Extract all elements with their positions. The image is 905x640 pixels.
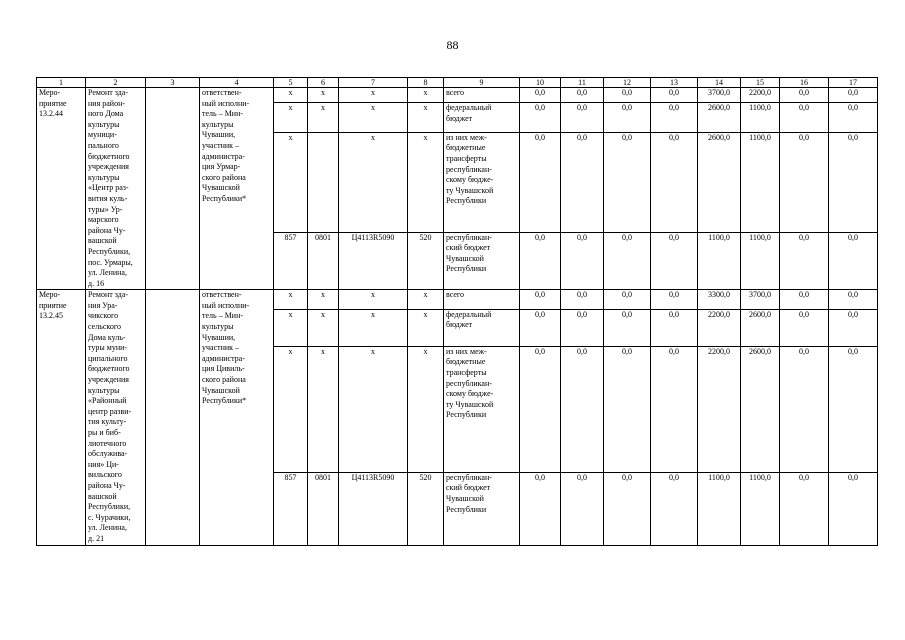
column-header-7: 7 xyxy=(339,78,408,88)
grbs-cell: х xyxy=(274,290,308,309)
funding-source-cell: республикан- ский бюджет Чувашской Республики xyxy=(444,472,520,545)
column-header-9: 9 xyxy=(444,78,520,88)
value-cell: 1100,0 xyxy=(698,472,741,545)
expense-group-cell: 520 xyxy=(408,232,444,290)
value-cell: 1100,0 xyxy=(741,132,780,232)
section-cell xyxy=(308,132,339,232)
value-cell: 0,0 xyxy=(829,290,878,309)
section-cell: х xyxy=(308,290,339,309)
value-cell: 2600,0 xyxy=(698,132,741,232)
value-cell: 0,0 xyxy=(604,232,651,290)
column-header-10: 10 xyxy=(520,78,561,88)
target-article-cell: х xyxy=(339,103,408,132)
funding-source-cell: из них меж- бюджетные трансферты республикан- скому бюдже- ту Чувашской Республики xyxy=(444,132,520,232)
value-cell: 0,0 xyxy=(780,232,829,290)
value-cell: 2600,0 xyxy=(698,103,741,132)
value-cell: 0,0 xyxy=(604,472,651,545)
column-header-14: 14 xyxy=(698,78,741,88)
value-cell: 0,0 xyxy=(829,472,878,545)
value-cell: 0,0 xyxy=(604,103,651,132)
target-article-cell: х xyxy=(339,346,408,472)
object-cell: Ремонт зда- ния район- ного Дома культуры муници- пального бюджетного учреждения культуры «Центр раз- вития куль- туры» Ур- марского района Чу- вашской Республики, пос. Урмары, ул. Ленина, д. 16 xyxy=(86,88,146,290)
value-cell: 0,0 xyxy=(829,309,878,346)
value-cell: 0,0 xyxy=(604,88,651,103)
value-cell: 0,0 xyxy=(780,103,829,132)
value-cell: 0,0 xyxy=(604,290,651,309)
value-cell: 0,0 xyxy=(829,88,878,103)
value-cell: 0,0 xyxy=(561,132,604,232)
target-article-cell: х xyxy=(339,309,408,346)
funding-source-cell: республикан- ский бюджет Чувашской Республики xyxy=(444,232,520,290)
value-cell: 2200,0 xyxy=(698,346,741,472)
value-cell: 0,0 xyxy=(651,290,698,309)
value-cell: 0,0 xyxy=(829,132,878,232)
expense-group-cell: х xyxy=(408,290,444,309)
measure-cell: Меро- приятие 13.2.44 xyxy=(37,88,86,290)
target-article-cell: х xyxy=(339,88,408,103)
value-cell: 0,0 xyxy=(651,309,698,346)
value-cell: 0,0 xyxy=(780,88,829,103)
expense-group-cell: 520 xyxy=(408,472,444,545)
value-cell: 0,0 xyxy=(780,309,829,346)
section-cell: х xyxy=(308,88,339,103)
value-cell: 0,0 xyxy=(561,472,604,545)
value-cell: 2600,0 xyxy=(741,346,780,472)
section-cell: 0801 xyxy=(308,232,339,290)
measure-cell: Меро- приятие 13.2.45 xyxy=(37,290,86,545)
value-cell: 0,0 xyxy=(520,232,561,290)
section-cell: х xyxy=(308,346,339,472)
grbs-cell: 857 xyxy=(274,472,308,545)
value-cell: 0,0 xyxy=(561,309,604,346)
value-cell: 0,0 xyxy=(520,472,561,545)
column-header-1: 1 xyxy=(37,78,86,88)
column-header-15: 15 xyxy=(741,78,780,88)
section-cell: х xyxy=(308,103,339,132)
column-header-3: 3 xyxy=(146,78,200,88)
value-cell: 3700,0 xyxy=(698,88,741,103)
value-cell: 0,0 xyxy=(520,290,561,309)
value-cell: 0,0 xyxy=(829,346,878,472)
value-cell: 3300,0 xyxy=(698,290,741,309)
value-cell: 0,0 xyxy=(561,290,604,309)
executor-cell: ответствен- ный исполни- тель – Мин- культуры Чувашии, участник – администра- ция Цивиль- ского района Чувашской Республики* xyxy=(200,290,274,545)
value-cell: 1100,0 xyxy=(741,103,780,132)
funding-source-cell: федеральный бюджет xyxy=(444,309,520,346)
expense-group-cell: х xyxy=(408,88,444,103)
funding-source-cell: всего xyxy=(444,290,520,309)
column-header-4: 4 xyxy=(200,78,274,88)
section-cell: х xyxy=(308,309,339,346)
column-header-13: 13 xyxy=(651,78,698,88)
page-number: 88 xyxy=(446,38,459,52)
table-row xyxy=(37,290,878,309)
value-cell: 0,0 xyxy=(520,346,561,472)
header-row xyxy=(37,78,878,88)
expense-group-cell: х xyxy=(408,132,444,232)
value-cell: 0,0 xyxy=(780,472,829,545)
value-cell: 0,0 xyxy=(520,103,561,132)
expense-group-cell: х xyxy=(408,309,444,346)
value-cell: 0,0 xyxy=(780,346,829,472)
value-cell: 0,0 xyxy=(651,472,698,545)
grbs-cell: х xyxy=(274,346,308,472)
table-row xyxy=(37,88,878,103)
funding-source-cell: всего xyxy=(444,88,520,103)
value-cell: 0,0 xyxy=(604,309,651,346)
column-header-12: 12 xyxy=(604,78,651,88)
grbs-cell: 857 xyxy=(274,232,308,290)
target-article-cell: Ц4113R5090 xyxy=(339,472,408,545)
value-cell: 0,0 xyxy=(651,132,698,232)
value-cell: 0,0 xyxy=(780,132,829,232)
value-cell: 2600,0 xyxy=(741,309,780,346)
value-cell: 0,0 xyxy=(561,346,604,472)
value-cell: 3700,0 xyxy=(741,290,780,309)
value-cell: 0,0 xyxy=(561,232,604,290)
value-cell: 0,0 xyxy=(651,346,698,472)
funding-source-cell: из них меж- бюджетные трансферты республикан- скому бюдже- ту Чувашской Республики xyxy=(444,346,520,472)
value-cell: 0,0 xyxy=(780,290,829,309)
grbs-cell: х xyxy=(274,103,308,132)
target-article-cell: Ц4113R5090 xyxy=(339,232,408,290)
target-article-cell: х xyxy=(339,290,408,309)
value-cell: 0,0 xyxy=(520,309,561,346)
value-cell: 0,0 xyxy=(520,132,561,232)
column-header-11: 11 xyxy=(561,78,604,88)
object-cell: Ремонт зда- ния Ура- чикского сельского Дома куль- туры муни- ципального бюджетного учреждения культуры «Районный центр разви- тия культу- ры и биб- лиотечного обслужива- ния» Ци- вильского района Чу- вашской Республики, с. Чурачики, ул. Ленина, д. 21 xyxy=(86,290,146,545)
section-cell: 0801 xyxy=(308,472,339,545)
value-cell: 0,0 xyxy=(604,132,651,232)
value-cell: 0,0 xyxy=(829,232,878,290)
value-cell: 0,0 xyxy=(520,88,561,103)
value-cell: 0,0 xyxy=(561,88,604,103)
grbs-cell: х xyxy=(274,132,308,232)
column-header-5: 5 xyxy=(274,78,308,88)
program-table xyxy=(36,77,878,546)
value-cell: 0,0 xyxy=(604,346,651,472)
value-cell: 0,0 xyxy=(651,232,698,290)
expense-group-cell: х xyxy=(408,103,444,132)
col3-cell xyxy=(146,88,200,290)
column-header-16: 16 xyxy=(780,78,829,88)
value-cell: 1100,0 xyxy=(741,472,780,545)
value-cell: 2200,0 xyxy=(741,88,780,103)
grbs-cell: х xyxy=(274,309,308,346)
value-cell: 2200,0 xyxy=(698,309,741,346)
funding-source-cell: федеральный бюджет xyxy=(444,103,520,132)
value-cell: 1100,0 xyxy=(741,232,780,290)
column-header-8: 8 xyxy=(408,78,444,88)
column-header-2: 2 xyxy=(86,78,146,88)
expense-group-cell: х xyxy=(408,346,444,472)
value-cell: 1100,0 xyxy=(698,232,741,290)
grbs-cell: х xyxy=(274,88,308,103)
value-cell: 0,0 xyxy=(561,103,604,132)
executor-cell: ответствен- ный исполни- тель – Мин- культуры Чувашии, участник – администра- ция Урмар- ского района Чувашской Республики* xyxy=(200,88,274,290)
column-header-17: 17 xyxy=(829,78,878,88)
value-cell: 0,0 xyxy=(651,103,698,132)
target-article-cell: х xyxy=(339,132,408,232)
column-header-6: 6 xyxy=(308,78,339,88)
value-cell: 0,0 xyxy=(829,103,878,132)
col3-cell xyxy=(146,290,200,545)
value-cell: 0,0 xyxy=(651,88,698,103)
